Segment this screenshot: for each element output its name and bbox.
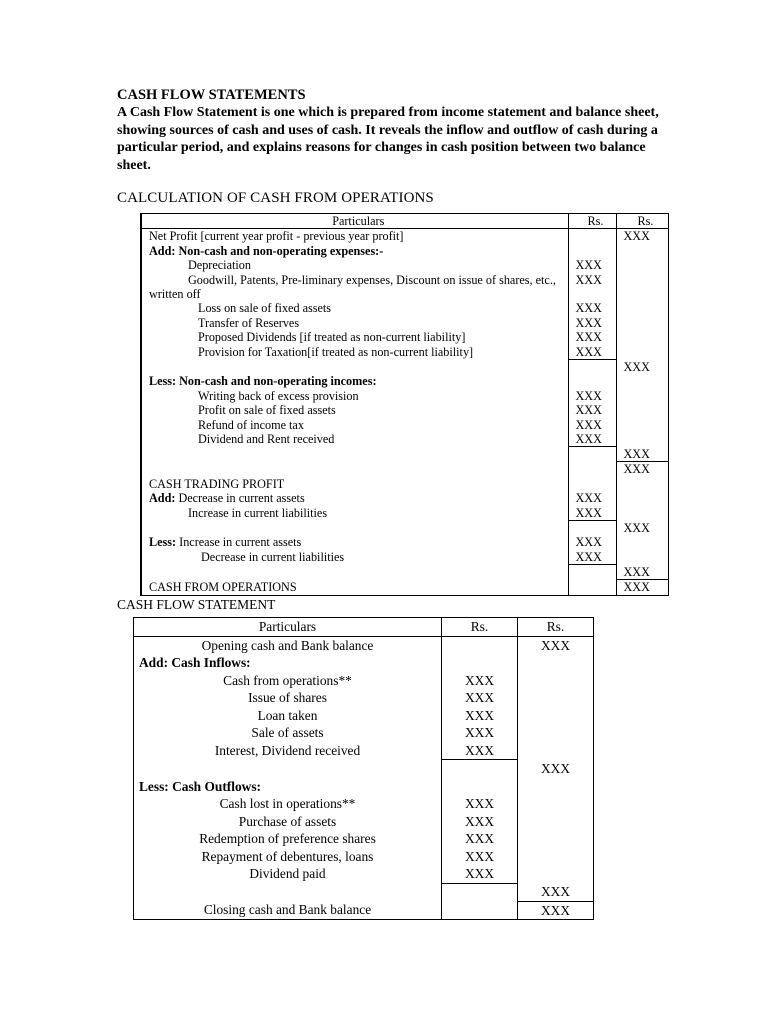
- table-row: [134, 654, 594, 672]
- increase-cl-label: Increase in current liabilities: [141, 506, 568, 521]
- amount-cell: XXX: [568, 345, 616, 360]
- amount-cell: XXX: [518, 636, 594, 654]
- cash-from-operations-table: [140, 213, 669, 596]
- table-row: [141, 491, 668, 505]
- header-rs-1: Rs.: [442, 618, 518, 637]
- amount-cell: XXX: [568, 316, 616, 330]
- header-rs-2: Rs.: [616, 214, 668, 229]
- outflow-item: Dividend paid: [134, 865, 442, 883]
- table-row: [134, 724, 594, 742]
- table-row: [141, 565, 668, 580]
- increase-ca-label: Increase in current assets: [179, 535, 302, 550]
- amount-cell: XXX: [568, 301, 616, 315]
- outflow-item: Redemption of preference shares: [134, 830, 442, 848]
- inflow-item: Loan taken: [134, 707, 442, 725]
- amount-cell: XXX: [442, 848, 518, 866]
- less-incomes-label: Less: Non-cash and non-operating incomes:: [141, 374, 568, 388]
- provision-tax-label: Provision for Taxation[if treated as non-current liability]: [141, 345, 568, 360]
- amount-cell: XXX: [442, 830, 518, 848]
- amount-cell: XXX: [568, 535, 616, 549]
- amount-cell: XXX: [518, 901, 594, 920]
- amount-cell: XXX: [616, 521, 668, 536]
- amount-cell: XXX: [442, 742, 518, 760]
- opening-balance-label: Opening cash and Bank balance: [134, 636, 442, 654]
- amount-cell: XXX: [568, 418, 616, 432]
- cash-flow-statement-table: [133, 617, 594, 920]
- decrease-cl-label: Decrease in current liabilities: [141, 550, 568, 565]
- depreciation-label: Depreciation: [141, 258, 568, 272]
- amount-cell: XXX: [568, 330, 616, 344]
- transfer-reserves-label: Transfer of Reserves: [141, 316, 568, 330]
- inflow-item: Interest, Dividend received: [134, 742, 442, 760]
- table-row: [141, 273, 668, 302]
- table-row: [141, 432, 668, 447]
- outflow-item: Repayment of debentures, loans: [134, 848, 442, 866]
- table-row: [141, 477, 668, 491]
- amount-cell: XXX: [568, 389, 616, 403]
- net-profit-label: Net Profit [current year profit - previous year profit]: [141, 229, 568, 244]
- cash-inflows-label: Add: Cash Inflows:: [134, 654, 442, 672]
- table-row: [141, 229, 668, 244]
- table-row: [134, 760, 594, 778]
- table-row: [141, 330, 668, 344]
- profit-on-sale-label: Profit on sale of fixed assets: [141, 403, 568, 417]
- outflow-item: Cash lost in operations**: [134, 795, 442, 813]
- proposed-dividends-label: Proposed Dividends [if treated as non-current liability]: [141, 330, 568, 344]
- goodwill-label: Goodwill, Patents, Pre-liminary expenses, Discount on issue of shares, etc., written off: [149, 272, 556, 302]
- cash-from-operations-title: CALCULATION OF CASH FROM OPERATIONS: [117, 190, 434, 206]
- table-row: [141, 403, 668, 417]
- amount-cell: XXX: [568, 403, 616, 417]
- table-row: [141, 418, 668, 432]
- intro-paragraph: A Cash Flow Statement is one which is prepared from income statement and balance sheet, showing sources of cash and uses of cash. It reveals the inflow and outflow of cash during a particular period, and explains reasons for changes in cash position between two balance sheet.: [117, 105, 659, 173]
- amount-cell: XXX: [616, 447, 668, 462]
- header-rs-2: Rs.: [518, 618, 594, 637]
- table-row: [134, 830, 594, 848]
- table-row: [134, 672, 594, 690]
- cash-trading-profit-label: CASH TRADING PROFIT: [141, 477, 568, 491]
- amount-cell: XXX: [442, 865, 518, 883]
- amount-cell: XXX: [442, 689, 518, 707]
- table-row: [134, 742, 594, 760]
- table-row: [134, 778, 594, 796]
- amount-cell: XXX: [442, 795, 518, 813]
- add-label: Add:: [149, 491, 176, 506]
- amount-cell: XXX: [442, 724, 518, 742]
- table-row: [134, 795, 594, 813]
- table-row: [134, 883, 594, 901]
- table-row: [134, 707, 594, 725]
- amount-cell: XXX: [568, 491, 616, 505]
- cash-flow-statement-title: CASH FLOW STATEMENT: [117, 597, 276, 612]
- inflow-item: Cash from operations**: [134, 672, 442, 690]
- table-row: [141, 447, 668, 462]
- intro-section: [117, 86, 677, 174]
- amount-cell: XXX: [568, 432, 616, 447]
- table-row: [141, 360, 668, 375]
- table-row: [141, 258, 668, 272]
- table-row: [134, 848, 594, 866]
- amount-cell: XXX: [442, 707, 518, 725]
- header-particulars: Particulars: [141, 214, 568, 229]
- table-row: [141, 535, 668, 549]
- amount-cell: XXX: [616, 360, 668, 375]
- table-row: [141, 374, 668, 388]
- table-row: [141, 580, 668, 595]
- table-row: [141, 244, 668, 258]
- amount-cell: XXX: [518, 760, 594, 778]
- amount-cell: XXX: [616, 229, 668, 244]
- add-expenses-label: Add: Non-cash and non-operating expenses:-: [141, 244, 568, 258]
- closing-balance-label: Closing cash and Bank balance: [134, 901, 442, 920]
- table-row: [134, 865, 594, 883]
- amount-cell: XXX: [568, 273, 616, 302]
- table-row: [134, 901, 594, 920]
- refund-tax-label: Refund of income tax: [141, 418, 568, 432]
- amount-cell: XXX: [568, 506, 616, 521]
- cash-from-operations-label: CASH FROM OPERATIONS: [141, 580, 568, 595]
- page-title: CASH FLOW STATEMENTS: [117, 87, 306, 103]
- amount-cell: XXX: [616, 565, 668, 580]
- table-row: [141, 389, 668, 403]
- header-rs-1: Rs.: [568, 214, 616, 229]
- table-row: [134, 636, 594, 654]
- table-row: [141, 301, 668, 315]
- table-row: [134, 813, 594, 831]
- table-header-row: [134, 618, 594, 637]
- dividend-rent-label: Dividend and Rent received: [141, 432, 568, 447]
- table-row: [141, 345, 668, 360]
- inflow-item: Sale of assets: [134, 724, 442, 742]
- table-row: [134, 689, 594, 707]
- amount-cell: XXX: [518, 883, 594, 901]
- amount-cell: XXX: [616, 462, 668, 477]
- inflow-item: Issue of shares: [134, 689, 442, 707]
- table-row: [141, 506, 668, 521]
- table-row: [141, 550, 668, 565]
- amount-cell: XXX: [616, 580, 668, 595]
- less-label: Less:: [149, 535, 177, 550]
- loss-on-sale-label: Loss on sale of fixed assets: [141, 301, 568, 315]
- table-row: [141, 316, 668, 330]
- table-row: [141, 521, 668, 536]
- cash-outflows-label: Less: Cash Outflows:: [134, 778, 442, 796]
- writing-back-label: Writing back of excess provision: [141, 389, 568, 403]
- amount-cell: XXX: [442, 813, 518, 831]
- table-header-row: [141, 214, 668, 229]
- amount-cell: XXX: [568, 258, 616, 272]
- amount-cell: XXX: [568, 550, 616, 565]
- table-row: [141, 462, 668, 477]
- amount-cell: XXX: [442, 672, 518, 690]
- outflow-item: Purchase of assets: [134, 813, 442, 831]
- header-particulars: Particulars: [134, 618, 442, 637]
- decrease-ca-label: Decrease in current assets: [178, 491, 305, 506]
